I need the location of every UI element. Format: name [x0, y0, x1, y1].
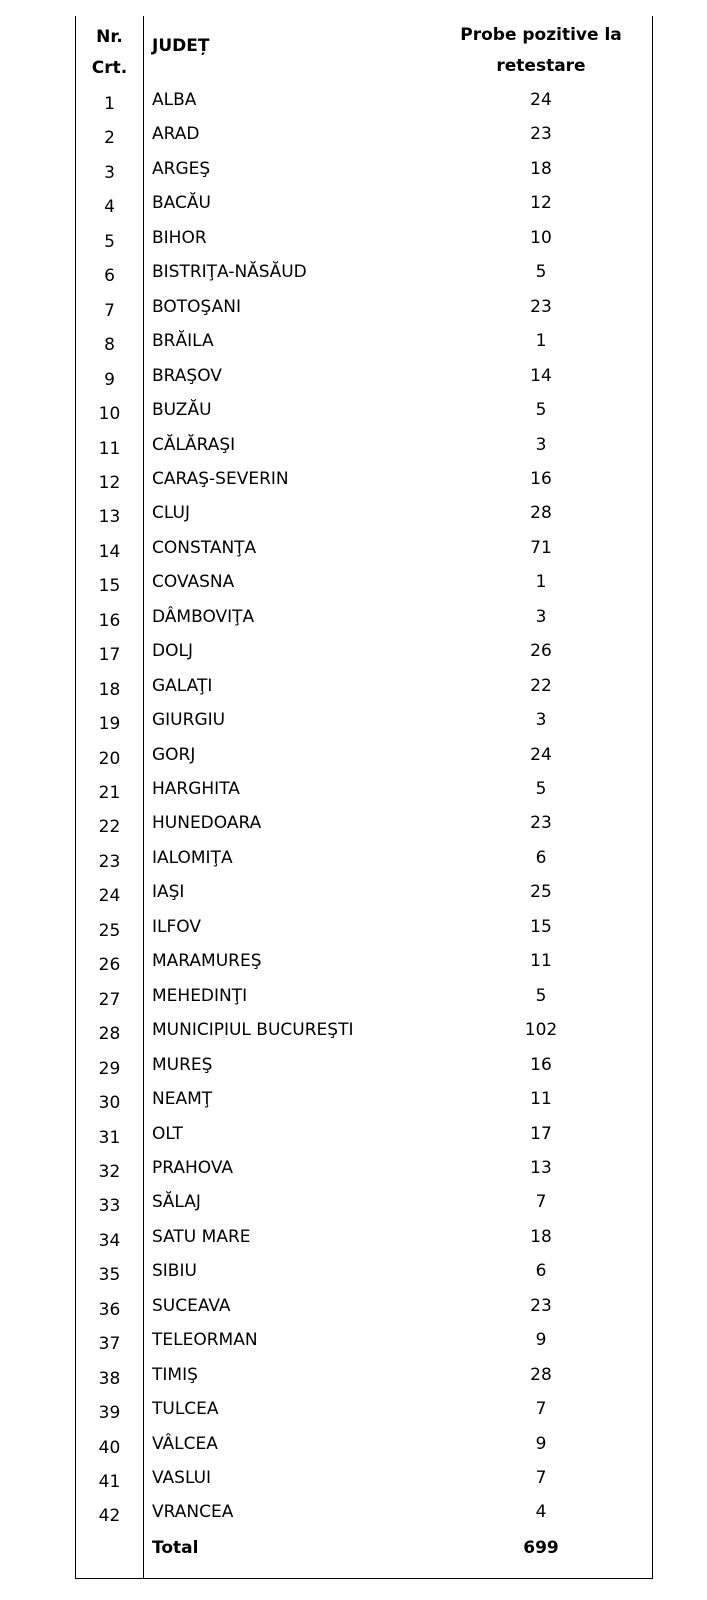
- header-probe-line2: retestare: [496, 56, 586, 76]
- row-value: 7: [535, 1192, 547, 1212]
- row-judet: TELEORMAN: [152, 1330, 258, 1350]
- row-judet: HARGHITA: [152, 779, 240, 799]
- row-judet: OLT: [152, 1124, 183, 1144]
- header-probe-pozitive: [430, 20, 652, 82]
- row-value: 23: [530, 124, 552, 144]
- row-judet: GALAŢI: [152, 676, 213, 696]
- row-number: 24: [98, 886, 121, 906]
- table-column-divider: [143, 16, 144, 1578]
- row-number: 33: [98, 1196, 121, 1216]
- row-value: 1: [535, 331, 547, 351]
- row-value: 12: [530, 193, 552, 213]
- row-value: 9: [535, 1434, 547, 1454]
- row-value: 22: [530, 676, 552, 696]
- row-value: 11: [530, 951, 552, 971]
- row-number: 26: [98, 955, 121, 975]
- row-value: 9: [535, 1330, 547, 1350]
- row-judet: BRĂILA: [152, 331, 214, 351]
- header-nr-line2: Crt.: [91, 58, 128, 78]
- row-value: 24: [530, 90, 552, 110]
- row-number: 41: [98, 1472, 121, 1492]
- row-number: 9: [104, 370, 115, 390]
- row-judet: COVASNA: [152, 572, 235, 592]
- row-value: 18: [530, 1227, 552, 1247]
- row-number: 20: [98, 749, 121, 769]
- row-number: 38: [98, 1369, 121, 1389]
- row-number: 35: [98, 1265, 121, 1285]
- row-judet: SUCEAVA: [152, 1296, 231, 1316]
- row-value: 11: [530, 1089, 552, 1109]
- row-value: 5: [535, 986, 547, 1006]
- row-value: 28: [530, 503, 552, 523]
- row-value: 15: [530, 917, 552, 937]
- row-judet: ARGEŞ: [152, 159, 211, 179]
- row-number: 42: [98, 1506, 121, 1526]
- row-number: 10: [98, 404, 121, 424]
- row-value: 3: [535, 435, 547, 455]
- row-number: 21: [98, 783, 121, 803]
- row-number: 16: [98, 611, 121, 631]
- row-judet: VRANCEA: [152, 1502, 234, 1522]
- row-number: 34: [98, 1231, 121, 1251]
- row-value: 17: [530, 1124, 552, 1144]
- row-number: 29: [98, 1059, 121, 1079]
- row-value: 28: [530, 1365, 552, 1385]
- row-number: 2: [104, 128, 115, 148]
- row-judet: SIBIU: [152, 1261, 197, 1281]
- header-probe-line1: Probe pozitive la: [460, 25, 622, 45]
- row-value: 16: [530, 469, 552, 489]
- row-judet: NEAMŢ: [152, 1089, 213, 1109]
- row-judet: DOLJ: [152, 641, 193, 661]
- row-judet: GORJ: [152, 745, 196, 765]
- row-judet: HUNEDOARA: [152, 813, 262, 833]
- row-judet: CONSTANŢA: [152, 538, 257, 558]
- row-judet: BACĂU: [152, 193, 211, 213]
- row-value: 7: [535, 1468, 547, 1488]
- row-value: 3: [535, 607, 547, 627]
- row-value: 71: [530, 538, 552, 558]
- header-nr-crt: [76, 22, 143, 84]
- row-judet: VÂLCEA: [152, 1434, 218, 1454]
- row-number: 15: [98, 576, 121, 596]
- row-number: 27: [98, 990, 121, 1010]
- row-judet: GIURGIU: [152, 710, 226, 730]
- total-value: 699: [523, 1538, 559, 1558]
- row-number: 6: [104, 266, 115, 286]
- row-judet: MUNICIPIUL BUCUREŞTI: [152, 1020, 354, 1040]
- row-value: 5: [535, 779, 547, 799]
- row-number: 1: [104, 94, 115, 114]
- header-judet: JUDEȚ: [152, 36, 210, 56]
- row-number: 23: [98, 852, 121, 872]
- row-value: 4: [535, 1502, 547, 1522]
- row-judet: BRAŞOV: [152, 366, 222, 386]
- row-value: 10: [530, 228, 552, 248]
- row-judet: MARAMUREŞ: [152, 951, 262, 971]
- row-judet: BUZĂU: [152, 400, 212, 420]
- table-border-bottom: [75, 1578, 653, 1579]
- row-value: 7: [535, 1399, 547, 1419]
- row-number: 37: [98, 1334, 121, 1354]
- total-label: Total: [152, 1538, 199, 1558]
- row-number: 39: [98, 1403, 121, 1423]
- row-value: 24: [530, 745, 552, 765]
- row-number: 7: [104, 301, 115, 321]
- row-number: 3: [104, 163, 115, 183]
- row-judet: SĂLAJ: [152, 1192, 201, 1212]
- row-value: 23: [530, 1296, 552, 1316]
- row-judet: IAŞI: [152, 882, 185, 902]
- row-judet: BIHOR: [152, 228, 207, 248]
- row-judet: PRAHOVA: [152, 1158, 234, 1178]
- row-value: 26: [530, 641, 552, 661]
- row-number: 25: [98, 921, 121, 941]
- row-number: 8: [104, 335, 115, 355]
- row-value: 6: [535, 848, 547, 868]
- row-number: 4: [104, 197, 115, 217]
- row-number: 17: [98, 645, 121, 665]
- row-number: 14: [98, 542, 121, 562]
- row-number: 32: [98, 1162, 121, 1182]
- row-value: 1: [535, 572, 547, 592]
- row-judet: CARAŞ-SEVERIN: [152, 469, 289, 489]
- row-value: 5: [535, 262, 547, 282]
- row-value: 5: [535, 400, 547, 420]
- row-number: 11: [98, 439, 121, 459]
- row-value: 16: [530, 1055, 552, 1075]
- row-judet: ALBA: [152, 90, 197, 110]
- row-judet: CĂLĂRAŞI: [152, 435, 236, 455]
- row-number: 28: [98, 1024, 121, 1044]
- row-number: 19: [98, 714, 121, 734]
- table-border-right: [652, 16, 653, 1578]
- row-judet: CLUJ: [152, 503, 190, 523]
- row-judet: ARAD: [152, 124, 200, 144]
- row-judet: BISTRIŢA-NĂSĂUD: [152, 262, 307, 282]
- row-number: 40: [98, 1438, 121, 1458]
- header-nr-line1: Nr.: [96, 27, 123, 47]
- row-value: 23: [530, 297, 552, 317]
- row-value: 14: [530, 366, 552, 386]
- row-value: 25: [530, 882, 552, 902]
- row-value: 6: [535, 1261, 547, 1281]
- row-value: 23: [530, 813, 552, 833]
- row-judet: SATU MARE: [152, 1227, 251, 1247]
- row-judet: TULCEA: [152, 1399, 219, 1419]
- row-number: 12: [98, 473, 121, 493]
- row-judet: TIMIŞ: [152, 1365, 198, 1385]
- row-number: 30: [98, 1093, 121, 1113]
- row-judet: MUREŞ: [152, 1055, 213, 1075]
- row-number: 22: [98, 817, 121, 837]
- row-judet: IALOMIŢA: [152, 848, 233, 868]
- row-value: 3: [535, 710, 547, 730]
- row-number: 18: [98, 680, 121, 700]
- row-judet: DÂMBOVIŢA: [152, 607, 255, 627]
- row-judet: MEHEDINŢI: [152, 986, 248, 1006]
- row-judet: BOTOŞANI: [152, 297, 241, 317]
- row-value: 18: [530, 159, 552, 179]
- row-number: 13: [98, 507, 121, 527]
- row-value: 102: [524, 1020, 558, 1040]
- row-number: 5: [104, 232, 115, 252]
- row-judet: ILFOV: [152, 917, 201, 937]
- row-value: 13: [530, 1158, 552, 1178]
- row-number: 36: [98, 1300, 121, 1320]
- row-judet: VASLUI: [152, 1468, 212, 1488]
- row-number: 31: [98, 1128, 121, 1148]
